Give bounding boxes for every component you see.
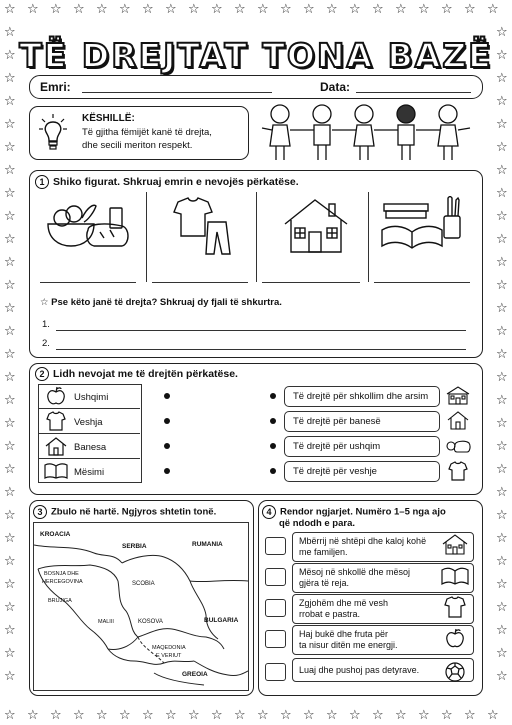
map-label-bosnia-1: BOSNJA DHE <box>44 571 79 577</box>
star-icon: ☆ <box>4 2 16 17</box>
event-3-line-1: Zgjohëm dhe më vesh <box>299 598 389 608</box>
star-icon: ☆ <box>496 508 508 523</box>
star-icon: ☆ <box>4 140 16 155</box>
star-icon: ☆ <box>4 531 16 546</box>
section-1-title <box>35 175 299 189</box>
section-1-instruction: Shiko figurat. Shkruaj emrin e nevojës përkatëse. <box>53 175 299 188</box>
map-label-bulgaria: BULGARIA <box>204 617 239 624</box>
star-icon: ☆ <box>496 232 508 247</box>
star-icon: ☆ <box>496 439 508 454</box>
star-icon: ☆ <box>4 600 16 615</box>
name-date-bar <box>29 75 483 99</box>
apple-icon <box>445 627 465 649</box>
match-dot-left-1[interactable] <box>164 393 170 399</box>
star-icon: ☆ <box>142 708 154 723</box>
star-icon: ☆ <box>27 708 39 723</box>
star-icon: ☆ <box>50 708 62 723</box>
event-5-line-1: Luaj dhe pushoj pas detyrave. <box>299 665 420 675</box>
answer-line-image-1[interactable] <box>40 282 136 283</box>
star-icon: ☆ <box>142 2 154 17</box>
star-icon: ☆ <box>326 2 338 17</box>
star-icon: ☆ <box>165 2 177 17</box>
need-label-learning: Mësimi <box>74 467 105 478</box>
star-icon: ☆ <box>280 708 292 723</box>
star-icon: ☆ <box>4 462 16 477</box>
star-icon: ☆ <box>4 669 16 684</box>
match-dot-right-1[interactable] <box>270 393 276 399</box>
star-icon: ☆ <box>418 2 430 17</box>
event-4-line-1: Haj bukë dhe fruta për <box>299 629 389 639</box>
ball-icon <box>444 661 466 683</box>
star-icon: ☆ <box>4 485 16 500</box>
star-icon: ☆ <box>119 2 131 17</box>
children-holding-hands-icon <box>258 102 480 164</box>
section-4-title <box>262 505 446 519</box>
books-icon <box>378 196 468 252</box>
answer-line-image-2[interactable] <box>152 282 248 283</box>
answer-line-image-3[interactable] <box>262 282 360 283</box>
star-icon: ☆ <box>4 370 16 385</box>
star-icon: ☆ <box>496 324 508 339</box>
map-label-serbia: SERBIA <box>122 543 147 550</box>
star-icon: ☆ <box>4 708 16 723</box>
star-icon: ☆ <box>349 708 361 723</box>
section-3-title <box>33 505 216 519</box>
food-icon <box>44 200 134 252</box>
star-icon: ☆ <box>326 708 338 723</box>
map-label-macedonia-2: E VERIUT <box>156 653 182 659</box>
star-icon: ☆ <box>257 708 269 723</box>
star-icon: ☆ <box>496 531 508 546</box>
section-4-instruction-2: që ndodh e para. <box>279 518 356 529</box>
divider <box>38 433 140 434</box>
match-dot-left-2[interactable] <box>164 418 170 424</box>
order-box-1[interactable] <box>265 537 286 555</box>
map-label-kosovo: KOSOVA <box>138 619 163 625</box>
map-label-bosnia-3: BRUJIGA <box>48 598 72 604</box>
star-icon: ☆ <box>496 71 508 86</box>
star-icon: ☆ <box>496 25 508 40</box>
section-4-instruction-1: Rendor ngjarjet. Numëro 1–5 nga ajo <box>280 506 446 518</box>
order-box-2[interactable] <box>265 568 286 586</box>
divider <box>38 458 140 459</box>
star-icon: ☆ <box>496 600 508 615</box>
star-icon: ☆ <box>280 2 292 17</box>
event-2-line-1: Mësoj në shkollë dhe mësoj <box>299 567 411 577</box>
event-3-line-2: rrobat e pastra. <box>299 609 361 619</box>
answer-2-line[interactable] <box>56 349 466 350</box>
star-icon: ☆ <box>211 2 223 17</box>
star-icon: ☆ <box>4 25 16 40</box>
star-icon: ☆ <box>4 48 16 63</box>
match-dot-right-3[interactable] <box>270 443 276 449</box>
star-icon: ☆ <box>4 94 16 109</box>
star-icon: ☆ <box>4 646 16 661</box>
star-icon: ☆ <box>4 255 16 270</box>
date-label: Data: <box>320 80 351 94</box>
divider <box>146 192 147 282</box>
shirt-icon <box>46 411 66 431</box>
event-4-line-2: ta nisur ditën me energji. <box>299 640 398 650</box>
divider <box>38 408 140 409</box>
star-icon: ☆ <box>96 2 108 17</box>
star-icon: ☆ <box>234 2 246 17</box>
star-icon: ☆ <box>119 708 131 723</box>
shirt-icon <box>448 461 468 481</box>
star-icon: ☆ <box>4 554 16 569</box>
star-icon: ☆ <box>4 439 16 454</box>
star-icon: ☆ <box>257 2 269 17</box>
house-icon <box>281 196 351 254</box>
star-icon: ☆ <box>4 623 16 638</box>
star-icon: ☆ <box>349 2 361 17</box>
order-box-5[interactable] <box>265 663 286 681</box>
section-1-question <box>40 297 282 308</box>
right-label-school: Të drejtë për shkollim dhe arsim <box>284 386 440 407</box>
book-icon <box>441 567 469 585</box>
star-icon: ☆ <box>188 708 200 723</box>
star-icon: ☆ <box>27 2 39 17</box>
page-title: TË DREJTAT TONA BAZË <box>19 36 493 75</box>
star-icon: ☆ <box>4 416 16 431</box>
section-3-number: 3 <box>33 505 47 519</box>
right-label-food: Të drejtë për ushqim <box>284 436 440 457</box>
star-icon: ☆ <box>496 255 508 270</box>
star-icon: ☆ <box>4 209 16 224</box>
star-icon: ☆ <box>496 370 508 385</box>
shirt-icon <box>444 596 466 618</box>
star-icon: ☆ <box>303 2 315 17</box>
star-icon: ☆ <box>395 708 407 723</box>
star-icon: ☆ <box>4 278 16 293</box>
star-icon: ☆ <box>4 232 16 247</box>
section-2-number: 2 <box>35 367 49 381</box>
section-4-number: 4 <box>262 505 276 519</box>
star-icon: ☆ <box>441 2 453 17</box>
star-icon: ☆ <box>496 623 508 638</box>
star-icon: ☆ <box>96 708 108 723</box>
star-icon: ☆ <box>496 577 508 592</box>
name-input-line[interactable] <box>82 92 272 93</box>
star-icon: ☆ <box>496 462 508 477</box>
star-icon: ☆ <box>464 708 476 723</box>
star-icon: ☆ <box>418 708 430 723</box>
star-icon: ☆ <box>73 2 85 17</box>
lightbulb-icon <box>38 113 68 153</box>
right-label-house: Të drejtë për banesë <box>284 411 440 432</box>
school-icon <box>446 385 470 405</box>
name-label: Emri: <box>40 80 71 94</box>
star-icon: ☆ <box>496 347 508 362</box>
tip-heading: KËSHILLË: <box>82 113 135 124</box>
tip-box <box>29 106 249 160</box>
order-box-4[interactable] <box>265 630 286 648</box>
map-frame <box>33 522 249 691</box>
star-icon: ☆ <box>372 2 384 17</box>
star-icon: ☆ <box>211 708 223 723</box>
star-icon: ☆ <box>4 186 16 201</box>
tip-line-1: Të gjitha fëmijët kanë të drejta, <box>82 127 212 138</box>
apple-icon <box>46 386 66 406</box>
right-label-clothes: Të drejtë për veshje <box>284 461 440 482</box>
need-label-food: Ushqimi <box>74 392 109 403</box>
match-dot-right-4[interactable] <box>270 468 276 474</box>
section-3-instruction: Zbulo në hartë. Ngjyros shtetin tonë. <box>51 506 217 518</box>
star-icon: ☆ <box>464 2 476 17</box>
star-icon: ☆ <box>165 708 177 723</box>
section-2-title <box>35 367 238 381</box>
star-icon: ☆ <box>372 708 384 723</box>
star-icon: ☆ <box>4 577 16 592</box>
star-icon: ☆ <box>496 140 508 155</box>
star-icon: ☆ <box>496 646 508 661</box>
map-label-greece: GREOIA <box>182 671 208 678</box>
star-icon: ☆ <box>496 416 508 431</box>
star-icon: ☆ <box>496 117 508 132</box>
need-label-clothes: Veshja <box>74 417 103 428</box>
house-icon <box>45 436 67 456</box>
map-label-bosnia-2: HERCEGOVINA <box>42 579 83 585</box>
map-label-croatia: KROACIA <box>40 531 71 538</box>
star-icon: ☆ <box>496 163 508 178</box>
star-icon: ☆ <box>4 508 16 523</box>
clothes-icon <box>170 196 240 256</box>
star-icon: ☆ <box>73 708 85 723</box>
map-label-serbia-2: SCOBIA <box>132 581 155 587</box>
star-icon: ☆ <box>4 393 16 408</box>
star-icon: ☆ <box>40 297 49 308</box>
event-1-line-2: me familjen. <box>299 547 348 557</box>
food-icon <box>445 437 471 455</box>
star-icon: ☆ <box>496 393 508 408</box>
star-icon: ☆ <box>4 71 16 86</box>
answer-1-line[interactable] <box>56 330 466 331</box>
star-icon: ☆ <box>50 2 62 17</box>
match-dot-left-4[interactable] <box>164 468 170 474</box>
star-icon: ☆ <box>4 301 16 316</box>
answer-1-label: 1. <box>42 319 50 330</box>
match-dot-left-3[interactable] <box>164 443 170 449</box>
star-icon: ☆ <box>4 117 16 132</box>
answer-line-image-4[interactable] <box>374 282 470 283</box>
section-1-number: 1 <box>35 175 49 189</box>
divider <box>256 192 257 282</box>
section-2-instruction: Lidh nevojat me të drejtën përkatëse. <box>53 367 238 380</box>
event-1-line-1: Mbërrij në shtëpi dhe kaloj kohë <box>299 536 427 546</box>
star-icon: ☆ <box>303 708 315 723</box>
map-label-macedonia-1: MAQEDONIA <box>152 645 186 651</box>
event-2-line-2: gjëra të reja. <box>299 578 350 588</box>
star-icon: ☆ <box>4 324 16 339</box>
star-icon: ☆ <box>4 347 16 362</box>
answer-2-label: 2. <box>42 338 50 349</box>
star-icon: ☆ <box>496 485 508 500</box>
star-icon: ☆ <box>188 2 200 17</box>
divider <box>368 192 369 282</box>
star-icon: ☆ <box>487 708 499 723</box>
star-icon: ☆ <box>496 669 508 684</box>
house-icon <box>442 533 468 555</box>
star-icon: ☆ <box>496 94 508 109</box>
book-icon <box>44 463 68 479</box>
star-icon: ☆ <box>4 163 16 178</box>
tip-line-2: dhe secili meriton respekt. <box>82 140 193 151</box>
star-icon: ☆ <box>496 186 508 201</box>
star-icon: ☆ <box>496 278 508 293</box>
map-label-romania: RUMANIA <box>192 541 223 548</box>
order-box-3[interactable] <box>265 599 286 617</box>
map-label-montenegro: MALIII <box>98 619 114 625</box>
date-input-line[interactable] <box>356 92 471 93</box>
house-icon <box>447 410 469 430</box>
star-icon: ☆ <box>496 209 508 224</box>
star-icon: ☆ <box>487 2 499 17</box>
star-icon: ☆ <box>395 2 407 17</box>
question-text: Pse këto janë të drejta? Shkruaj dy fjali të shkurtra. <box>51 297 282 308</box>
star-icon: ☆ <box>496 554 508 569</box>
star-icon: ☆ <box>234 708 246 723</box>
star-icon: ☆ <box>496 301 508 316</box>
star-icon: ☆ <box>441 708 453 723</box>
need-label-house: Banesa <box>74 442 107 453</box>
match-dot-right-2[interactable] <box>270 418 276 424</box>
star-icon: ☆ <box>496 48 508 63</box>
